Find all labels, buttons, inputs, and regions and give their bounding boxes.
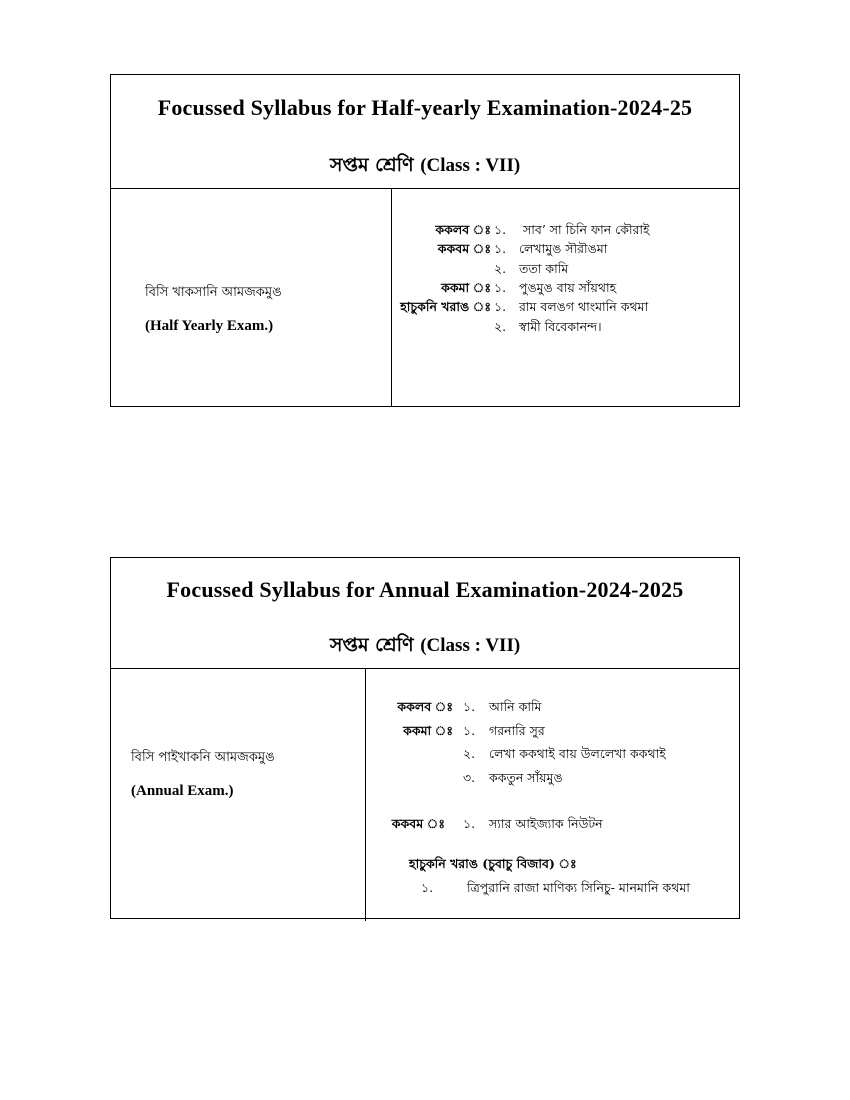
subject-label: হাচুকনি খরাঙ ঃ — [400, 299, 491, 314]
annual-exam-name: বিসি পাইখাকনি আমজকমুঙ — [131, 750, 275, 765]
syllabus-row — [365, 816, 735, 834]
item-number: ১. — [494, 280, 507, 295]
class-bengali: সপ্তম শ্রেণি — [329, 634, 414, 656]
half-yearly-syllabus-table — [110, 74, 740, 407]
annual-syllabus-table — [110, 557, 740, 919]
syllabus-row — [391, 299, 736, 317]
item-number: ২. — [494, 319, 507, 334]
annual-exam-english: (Annual Exam.) — [131, 783, 234, 799]
item-text: গরনারি সুর — [489, 723, 545, 738]
history-heading — [409, 856, 729, 874]
subject-label: ককমা ঃ — [441, 280, 491, 295]
annual-title: Focussed Syllabus for Annual Examination-2024-2025 — [166, 577, 684, 602]
item-text: পুঙমুঙ বায় সাঁয়থাহ — [519, 280, 617, 295]
item-number: ১. — [494, 299, 507, 314]
item-number: ১. — [463, 723, 476, 738]
half-yearly-exam-name: বিসি খাকসানি আমজকমুঙ — [145, 285, 282, 300]
annual-header — [111, 558, 739, 669]
item-number: ১. — [494, 241, 507, 256]
subject-label: ককলব ঃ — [435, 222, 491, 237]
syllabus-row — [391, 241, 736, 259]
item-text: স্যার আইজ্যাক নিউটন — [489, 816, 603, 831]
item-number: ১. — [463, 816, 476, 831]
item-text: ককতুন সাঁয়মুঙ — [489, 770, 563, 785]
syllabus-row — [365, 723, 735, 741]
annual-class-heading — [111, 631, 739, 663]
class-english: (Class : VII) — [420, 155, 521, 176]
syllabus-row — [365, 770, 735, 788]
subject-label: ককবম ঃ — [391, 816, 445, 831]
half-yearly-exam-english: (Half Yearly Exam.) — [145, 318, 274, 334]
item-text: লেখা ককথাই বায় উললেখা ককথাই — [489, 746, 666, 761]
subject-label: ককবম ঃ — [437, 241, 491, 256]
half-yearly-class-heading — [111, 151, 739, 183]
item-number: ১. — [463, 699, 476, 714]
syllabus-row — [391, 280, 736, 298]
item-number: ২. — [494, 261, 507, 276]
syllabus-row — [391, 261, 736, 279]
item-number: ৩. — [463, 770, 476, 785]
item-text: ততা কামি — [519, 261, 569, 276]
item-text: লেখামুঙ সৗরৗঙমা — [519, 241, 608, 256]
half-yearly-title: Focussed Syllabus for Half-yearly Examination-2024-25 — [157, 95, 693, 120]
syllabus-row — [365, 880, 735, 898]
syllabus-row — [365, 699, 735, 717]
history-label: হাচুকনি খরাঙ (চুবাচু বিজাব) ঃ — [409, 856, 577, 871]
class-bengali: সপ্তম শ্রেণি — [329, 154, 414, 176]
item-text: সাব’ সা চিনি ফান কৌরাই — [523, 222, 650, 237]
syllabus-row — [365, 746, 735, 764]
subject-label: ককলব ঃ — [397, 699, 453, 714]
item-text: ত্রিপুরানি রাজা মাণিক্য সিনিচু- মানমানি কথমা — [467, 880, 690, 895]
item-text: স্বামী বিবেকানন্দ। — [519, 319, 602, 334]
item-number: ১. — [421, 880, 434, 895]
syllabus-row — [391, 222, 736, 240]
item-text: রাম বলঙগ থাংমানি কথমা — [519, 299, 649, 314]
subject-label: ককমা ঃ — [403, 723, 453, 738]
class-english: (Class : VII) — [420, 635, 521, 656]
syllabus-row — [391, 319, 736, 337]
item-text: আনি কামি — [489, 699, 542, 714]
item-number: ১. — [494, 222, 507, 237]
half-yearly-header — [111, 75, 739, 189]
item-number: ২. — [463, 746, 476, 761]
